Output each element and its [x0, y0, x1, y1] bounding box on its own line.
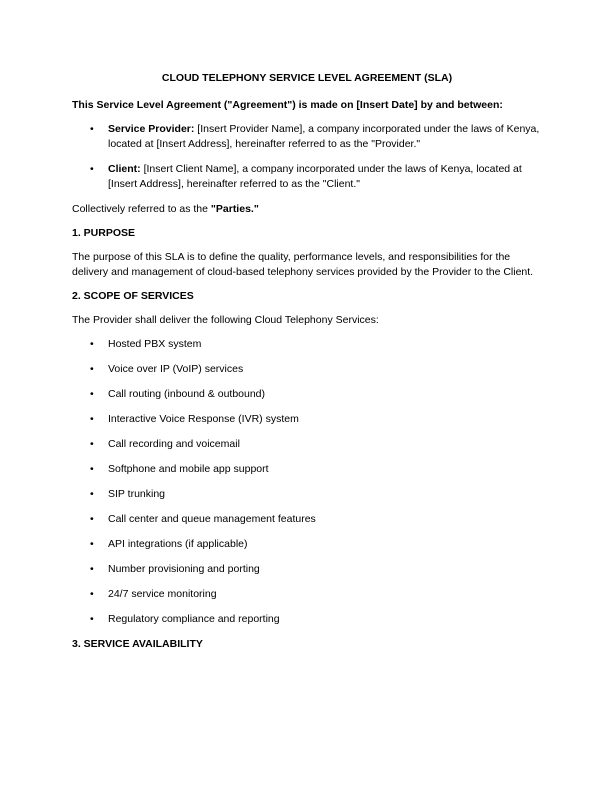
service-item: Hosted PBX system: [108, 338, 202, 350]
service-item: SIP trunking: [108, 488, 166, 500]
list-item: [72, 337, 542, 352]
service-item: 24/7 service monitoring: [108, 588, 217, 600]
bullet-icon: •: [90, 388, 94, 400]
bullet-icon: •: [90, 163, 94, 175]
service-item: Call routing (inbound & outbound): [108, 388, 266, 400]
service-item: API integrations (if applicable): [108, 538, 248, 550]
purpose-body: The purpose of this SLA is to define the quality, performance levels, and responsibilities for the delivery and management of cloud-based telephony services provided by the Provider to the Client.: [72, 251, 534, 278]
parties-list: [72, 122, 542, 192]
list-item: [72, 512, 542, 527]
service-item: Call recording and voicemail: [108, 438, 240, 450]
bullet-icon: •: [90, 363, 94, 375]
service-item: Interactive Voice Response (IVR) system: [108, 413, 299, 425]
list-item: [72, 437, 542, 452]
service-item: Call center and queue management features: [108, 513, 316, 525]
section-heading-purpose: 1. PURPOSE: [72, 227, 136, 239]
bullet-icon: •: [90, 513, 94, 525]
list-item: [72, 562, 542, 577]
list-item: [72, 587, 542, 602]
party-text: [Insert Client Name], a company incorporated under the laws of Kenya, located at [Insert Address], hereinafter referred to as the "Client.": [108, 163, 522, 190]
bullet-icon: •: [90, 463, 94, 475]
collective-term: "Parties.": [210, 203, 259, 215]
list-item: [72, 162, 542, 192]
collective-prefix: Collectively referred to as the: [72, 203, 211, 215]
party-label: Client:: [108, 163, 141, 175]
section-heading-scope: 2. SCOPE OF SERVICES: [72, 290, 194, 302]
list-item: [72, 462, 542, 477]
agreement-intro: This Service Level Agreement ("Agreement") is made on [Insert Date] by and between:: [72, 99, 503, 111]
service-item: Number provisioning and porting: [108, 563, 260, 575]
bullet-icon: •: [90, 338, 94, 350]
bullet-icon: •: [90, 538, 94, 550]
collective-statement: [72, 202, 542, 217]
list-item: [72, 487, 542, 502]
service-item: Regulatory compliance and reporting: [108, 613, 280, 625]
service-item: Voice over IP (VoIP) services: [108, 363, 244, 375]
section-heading-availability: 3. SERVICE AVAILABILITY: [72, 638, 203, 650]
list-item: [72, 612, 542, 627]
list-item: [72, 362, 542, 377]
list-item: [72, 387, 542, 402]
bullet-icon: •: [90, 613, 94, 625]
bullet-icon: •: [90, 588, 94, 600]
list-item: [72, 537, 542, 552]
service-item: Softphone and mobile app support: [108, 463, 269, 475]
document-title: CLOUD TELEPHONY SERVICE LEVEL AGREEMENT (SLA): [161, 72, 453, 84]
bullet-icon: •: [90, 413, 94, 425]
bullet-icon: •: [90, 123, 94, 135]
party-text: [Insert Provider Name], a company incorporated under the laws of Kenya, located at [Insert Address], hereinafter referred to as the "Provider.": [108, 123, 540, 150]
bullet-icon: •: [90, 438, 94, 450]
bullet-icon: •: [90, 488, 94, 500]
services-list: [72, 337, 542, 627]
list-item: [72, 412, 542, 427]
list-item: [72, 122, 542, 152]
scope-lead: The Provider shall deliver the following Cloud Telephony Services:: [72, 314, 379, 326]
party-label: Service Provider:: [108, 123, 195, 135]
bullet-icon: •: [90, 563, 94, 575]
